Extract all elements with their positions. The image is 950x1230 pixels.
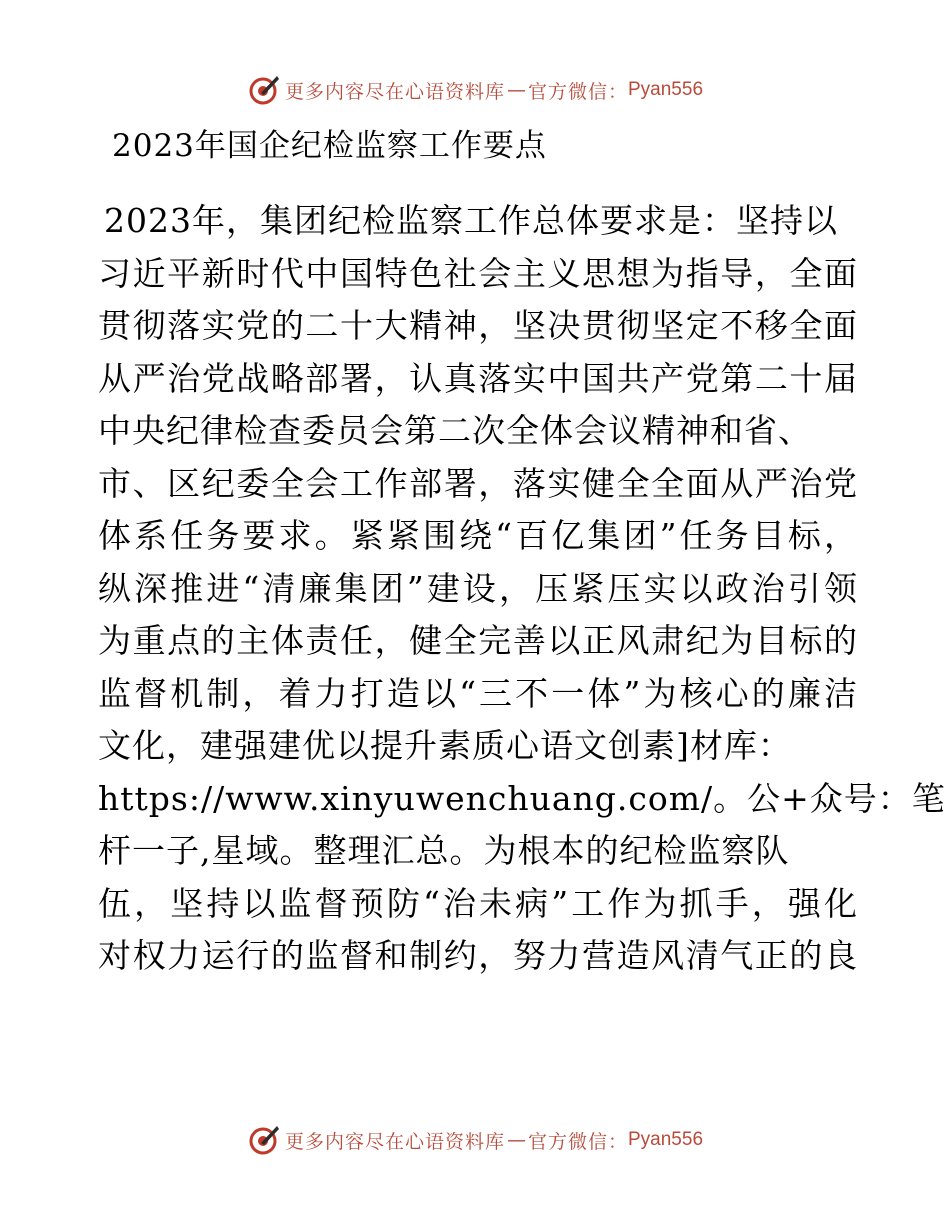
body-line: https://www.xinyuwenchuang.com/。公+众号：笔: [98, 778, 946, 818]
body-line: 伍，坚持以监督预防“治未病”工作为抓手，强化: [98, 883, 858, 923]
body-line: 习近平新时代中国特色社会主义思想为指导，全面: [98, 253, 858, 293]
footer-wechat-id: Pyan556: [628, 1129, 704, 1150]
header-banner: [0, 70, 950, 110]
body-line: 体系任务要求。紧紧围绕“百亿集团”任务目标，: [98, 516, 858, 555]
header-wechat-label: 官方微信：: [527, 80, 628, 103]
body-line: 中央纪律检查委员会第二次全体会议精神和省、: [98, 411, 812, 450]
body-line: 从严治党战略部署，认真落实中国共产党第二十届: [98, 358, 858, 398]
footer-banner-text: 更多内容尽在心语资料库: [284, 1130, 505, 1153]
document-body: [98, 195, 946, 983]
body-line: 为重点的主体责任，健全完善以正风肃纪为目标的: [98, 621, 858, 660]
body-line: 2023年，集团纪检监察工作总体要求是：坚持以: [104, 201, 838, 240]
body-line: 监督机制，着力打造以“三不一体”为核心的廉洁: [98, 673, 858, 713]
footer-banner-separator: —: [506, 1129, 526, 1151]
quill-logo-icon: [247, 1123, 281, 1157]
footer-wechat-label: 官方微信：: [527, 1130, 628, 1153]
header-banner-text: 更多内容尽在心语资料库: [284, 80, 505, 103]
body-line: 市、区纪委全会工作部署，落实健全全面从严治党: [98, 463, 858, 503]
header-wechat-id: Pyan556: [628, 79, 704, 100]
body-line: 纵深推进“清廉集团”建设，压紧压实以政治引领: [98, 568, 858, 608]
document-title: 2023年国企纪检监察工作要点: [112, 128, 547, 164]
header-banner-separator: —: [506, 79, 526, 101]
body-line: 杆一子,星域。整理汇总。为根本的纪检监察队: [98, 831, 790, 870]
body-line: 对权力运行的监督和制约，努力营造风清气正的良: [98, 936, 858, 975]
body-line: 文化，建强建优以提升素质心语文创素]材库：: [98, 726, 792, 765]
body-line: 贯彻落实党的二十大精神，坚决贯彻坚定不移全面: [98, 306, 858, 345]
quill-logo-icon: [247, 73, 281, 107]
footer-banner: [0, 1120, 950, 1160]
